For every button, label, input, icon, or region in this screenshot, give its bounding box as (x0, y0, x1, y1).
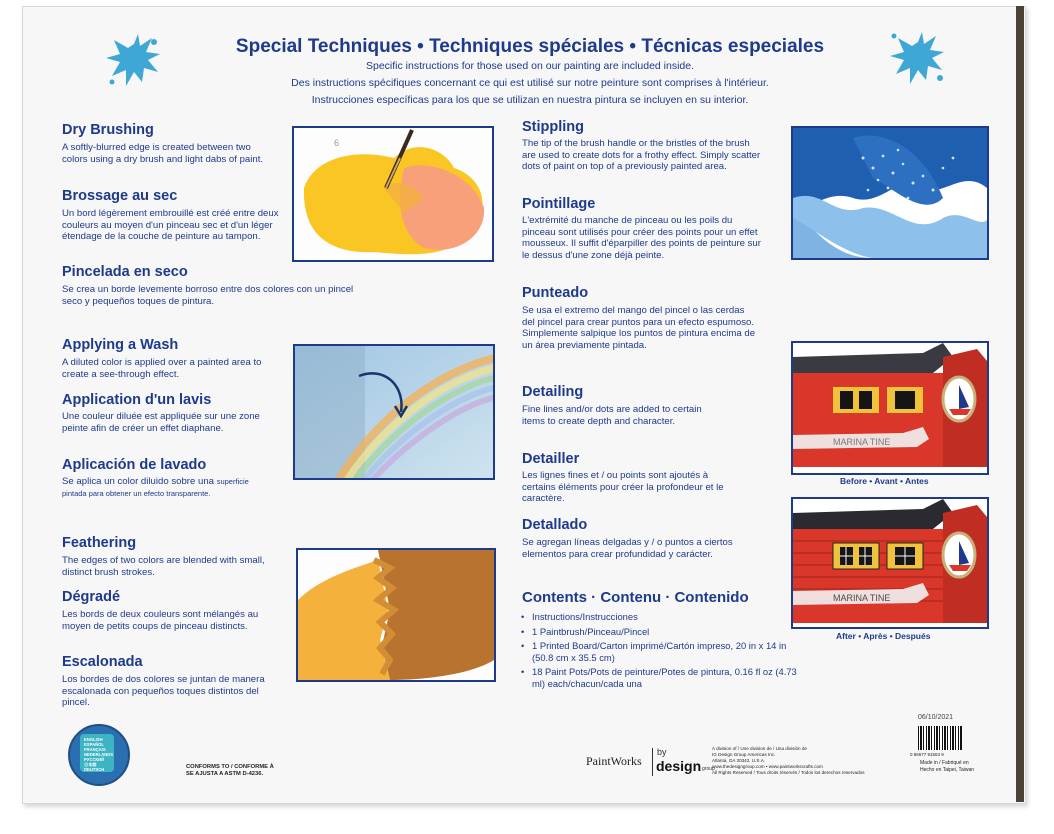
lavado-text (62, 476, 262, 499)
lavis-text: Une couleur diluée est appliquée sur une zone peinte afin de créer un effet diaphane. (62, 411, 260, 434)
svg-text:6: 6 (334, 138, 340, 148)
before-caption: Before • Avant • Antes (840, 476, 929, 486)
language-list: ENGLISH ESPAÑOL FRANÇAIS NEDERLANDS РУССКИЙ 日本語 DEUTSCH (84, 737, 114, 772)
punteado-text: Se usa el extremo del mango del pincel o las cerdas del pincel para crear puntos para un efecto espumoso. Simplemente salpique los puntos de pintura encima de un área previamente pintada. (522, 305, 756, 351)
detailing-before-image (791, 341, 989, 475)
feathering-image (296, 548, 496, 682)
subtitle-es: Instrucciones específicas para los que se utilizan en nuestra pintura se incluyen en su interior. (311, 94, 749, 106)
escalonada-title: Escalonada (62, 654, 143, 670)
barcode-icon (918, 726, 962, 750)
board-frame-right (1016, 6, 1024, 802)
page-title: Special Techniques • Techniques spéciales • Técnicas especiales (235, 36, 825, 57)
after-sign-text: MARINA TINE (833, 593, 891, 603)
subtitle-fr: Des instructions spécifiques concernant ce qui est utilisé sur notre peinture sont comprises à l'intérieur. (291, 77, 769, 89)
dry-brushing-text: A softly-blurred edge is created between two colors using a dry brush and light dabs of paint. (62, 142, 264, 165)
subtitle-en: Specific instructions for those used on our painting are included inside. (365, 60, 695, 72)
contents-list (520, 611, 800, 692)
design-group-suffix: group (702, 766, 715, 772)
after-caption: After • Après • Después (836, 631, 931, 641)
punteado-title: Punteado (522, 285, 589, 301)
dry-brushing-image (292, 126, 494, 262)
detallado-text: Se agregan líneas delgadas y / o puntos a ciertos elementos para crear profundidad y carácter. (522, 537, 733, 560)
pointillage-text: L'extrémité du manche de pinceau ou les poils du pinceau sont utilisés pour créer des points pour un effet mousseux. Il suffit d'éparpiller des points de peinture sur le dessus d'une zone déjà peinte. (522, 215, 761, 261)
barcode-number: 0 86677 91563 9 (910, 752, 944, 757)
stippling-title: Stippling (522, 119, 585, 135)
detallado-title: Detallado (522, 517, 588, 533)
feathering-text: The edges of two colors are blended with small, distinct brush strokes. (62, 555, 265, 578)
degrade-text: Les bords de deux couleurs sont mélangés au moyen de petits coups de pinceau distincts. (62, 609, 259, 632)
dry-brushing-title: Dry Brushing (62, 122, 154, 138)
astm-conformance: CONFORMS TO / CONFORME À SE AJUSTA A ASTM D-4236. (186, 764, 274, 777)
print-date: 06/10/2021 (918, 714, 954, 721)
lavado-text-small: superficie pintada para obtener un efecto transparente. (62, 477, 249, 498)
design-group-logo: design (656, 758, 702, 774)
detailler-text: Les lignes fines et / ou points sont ajoutés à certains éléments pour créer la profondeur et le caractère. (522, 470, 724, 504)
lavado-title: Aplicación de lavado (62, 457, 207, 473)
feathering-title: Feathering (62, 535, 137, 551)
division-info: A division of / Une division de / Una división de IG Design Group Americas Inc. Atlanta, GA 30342, U.S.A. www.thedesigngroup.com • www.paintworkscrafts.com All Rights Reserved / Tous droits réservés / Todos los derechos reservados (712, 746, 865, 775)
brand-divider (652, 748, 653, 776)
lavis-title: Application d'un lavis (62, 392, 212, 408)
contents-item: • 1 Paintbrush/Pinceau/Pincel (520, 626, 800, 638)
wash-image (293, 344, 495, 480)
contents-title: Contents · Contenu · Contenido (522, 589, 749, 606)
contents-item: • 1 Printed Board/Carton imprimé/Cartón impreso, 20 in x 14 in (50.8 cm x 35.5 cm) (520, 640, 800, 663)
pincelada-title: Pincelada en seco (62, 264, 188, 280)
brossage-text: Un bord légèrement embrouillé est créé entre deux couleurs au moyen d'un pinceau sec et d'un léger étendage de la couche de peinture au tampon. (62, 208, 279, 242)
stippling-text: The tip of the brush handle or the bristles of the brush are used to create dots for a frothy effect. Simply scatter dots of paint on top of a previously painted area. (522, 138, 761, 172)
detailing-text: Fine lines and/or dots are added to certain items to create depth and character. (522, 404, 702, 427)
degrade-title: Dégradé (62, 589, 121, 605)
wash-title: Applying a Wash (62, 337, 179, 353)
escalonada-text: Los bordes de dos colores se juntan de manera escalonada con pequeños toques distintos del pincel. (62, 674, 265, 708)
stippling-image (791, 126, 989, 260)
detailing-title: Detailing (522, 384, 584, 400)
before-sign-text: MARINA TINE (833, 437, 891, 447)
paintworks-logo: PaintWorks (586, 754, 642, 768)
detailing-after-image (791, 497, 989, 629)
wash-text: A diluted color is applied over a painted area to create a see-through effect. (62, 357, 262, 380)
brand-by: by (657, 747, 667, 757)
made-in: Made in / Fabriqué en Hecho en Taipei, Taiwan (920, 760, 975, 773)
paint-splat-icon-left (104, 30, 164, 90)
pincelada-text: Se crea un borde levemente borroso entre dos colores con un pincel seco y pequeños toques de pintura. (62, 284, 354, 307)
lavado-text-large: Se aplica un color diluido sobre una (62, 476, 215, 487)
brossage-title: Brossage au sec (62, 188, 178, 204)
contents-item: • Instructions/Instrucciones (520, 611, 800, 623)
pointillage-title: Pointillage (522, 196, 596, 212)
contents-item: • 18 Paint Pots/Pots de peinture/Potes de pintura, 0.16 fl oz (4.73 ml) each/chacun/cada una (520, 666, 800, 689)
detailler-title: Detailler (522, 451, 580, 467)
